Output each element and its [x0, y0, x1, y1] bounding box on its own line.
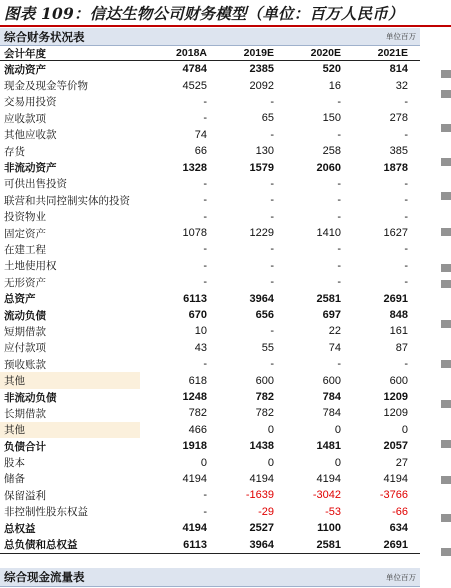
balance-sheet-title: 综合财务状况表 — [4, 29, 85, 44]
cell-value: - — [203, 177, 207, 190]
cell-value: 600 — [389, 374, 408, 387]
cell-value: 1209 — [383, 407, 408, 420]
cell-value: 782 — [188, 407, 207, 420]
cell-value: 2691 — [383, 292, 408, 305]
cell-value: 65 — [261, 112, 274, 125]
cell-value: 3964 — [249, 538, 274, 551]
row-label: 总负债和总权益 — [4, 539, 78, 552]
cell-value: 782 — [255, 391, 274, 403]
cell-value: - — [270, 95, 274, 108]
cell-value: - — [270, 194, 274, 207]
row-label: 土地使用权 — [4, 260, 57, 273]
cell-value: 6113 — [183, 538, 207, 551]
row-label: 储备 — [4, 473, 25, 486]
cell-value: 784 — [322, 407, 341, 420]
cell-value: -29 — [258, 505, 274, 518]
year-header: 2019E — [243, 47, 274, 59]
cell-value: - — [270, 259, 274, 272]
row-label: 现金及现金等价物 — [4, 80, 88, 93]
cell-value: - — [203, 210, 207, 223]
cell-value: 2581 — [316, 538, 341, 551]
cash-flow-title: 综合现金流量表 — [4, 570, 85, 584]
row-label: 其他 — [0, 372, 140, 388]
cell-value: 258 — [322, 145, 341, 158]
cell-value: 150 — [322, 112, 341, 125]
cell-value: 22 — [328, 325, 341, 338]
cell-value: - — [270, 358, 274, 371]
cell-value: 0 — [200, 456, 207, 469]
table-row — [0, 422, 420, 438]
table-row — [0, 356, 420, 372]
row-label: 固定资产 — [4, 227, 46, 240]
row-label: 其他应收款 — [4, 129, 57, 142]
cell-value: - — [270, 243, 274, 256]
row-label: 非流动负债 — [4, 391, 57, 404]
year-header: 2021E — [377, 47, 408, 59]
row-label: 非流动资产 — [4, 162, 57, 175]
cell-value: 0 — [267, 423, 274, 436]
row-label: 可供出售投资 — [4, 178, 67, 191]
cell-value: - — [203, 489, 207, 502]
figure-title: 图表 109：信达生物公司财务模型（单位：百万人民币） — [4, 4, 404, 23]
cell-value: 1627 — [383, 227, 408, 240]
row-label: 总权益 — [4, 522, 36, 535]
year-header: 2020E — [310, 47, 341, 59]
row-label: 股本 — [4, 457, 25, 470]
table-row — [0, 192, 420, 208]
cash-flow-section — [0, 568, 420, 587]
cell-value: -53 — [325, 505, 341, 518]
cell-value: 161 — [389, 325, 408, 338]
table-row — [0, 471, 420, 487]
cell-value: 4194 — [182, 472, 207, 485]
cell-value: 4194 — [383, 472, 408, 485]
cell-value: 66 — [194, 145, 207, 158]
cell-value: 16 — [328, 79, 341, 92]
cell-value: - — [203, 259, 207, 272]
cell-value: - — [404, 243, 408, 256]
table-row — [0, 520, 420, 536]
cell-value: 385 — [389, 145, 408, 158]
cell-value: 1078 — [182, 227, 207, 240]
row-label: 存货 — [4, 145, 25, 158]
cell-value: - — [203, 112, 207, 125]
cell-value: 1481 — [316, 440, 341, 453]
cell-value: 600 — [255, 374, 274, 387]
cell-value: 130 — [255, 145, 274, 158]
cell-value: - — [270, 128, 274, 141]
cell-value: 6113 — [183, 292, 207, 305]
cell-value: 4194 — [316, 472, 341, 485]
cell-value: - — [270, 210, 274, 223]
table-row — [0, 209, 420, 225]
cell-value: 1410 — [316, 227, 341, 240]
table-row — [0, 405, 420, 421]
cell-value: 0 — [267, 456, 274, 469]
row-label: 流动资产 — [4, 63, 46, 76]
cell-value: - — [337, 358, 341, 371]
table-row — [0, 536, 420, 552]
table-row — [0, 110, 420, 126]
cell-value: 1918 — [182, 440, 207, 453]
cell-value: 87 — [395, 341, 408, 354]
cash-flow-unit: 单位百万 — [386, 572, 416, 582]
row-label: 非控制性股东权益 — [4, 506, 88, 519]
cell-value: - — [203, 243, 207, 256]
row-label: 负债合计 — [4, 440, 46, 453]
cell-value: - — [404, 259, 408, 272]
row-label: 交易用投资 — [4, 96, 57, 109]
row-label: 在建工程 — [4, 243, 46, 256]
cell-value: 74 — [328, 341, 341, 354]
cash-flow-header — [0, 568, 420, 587]
cell-value: 1100 — [317, 522, 341, 535]
table-row — [0, 504, 420, 520]
column-header-row — [0, 46, 420, 61]
cell-value: 278 — [389, 112, 408, 125]
cell-value: - — [337, 194, 341, 207]
cell-value: - — [203, 505, 207, 518]
table-row — [0, 241, 420, 257]
cell-value: - — [404, 358, 408, 371]
cell-value: 74 — [194, 128, 207, 141]
cell-value: 656 — [255, 309, 274, 322]
table-row — [0, 323, 420, 339]
cell-value: 2527 — [249, 522, 274, 535]
cell-value: 0 — [334, 423, 341, 436]
cell-value: 2581 — [316, 292, 341, 305]
row-label: 流动负债 — [4, 309, 46, 322]
cell-value: 10 — [194, 325, 207, 338]
cell-value: 782 — [255, 407, 274, 420]
cell-value: - — [203, 358, 207, 371]
table-row — [0, 274, 420, 290]
row-label: 保留溢利 — [4, 489, 46, 502]
cell-value: - — [404, 194, 408, 207]
balance-sheet-rows — [0, 61, 420, 553]
table-row — [0, 487, 420, 503]
cell-value: 55 — [261, 341, 274, 354]
cell-value: - — [337, 128, 341, 141]
cell-value: 4194 — [249, 472, 274, 485]
cell-value: 32 — [395, 79, 408, 92]
cell-value: 0 — [401, 423, 408, 436]
cell-value: 784 — [322, 391, 341, 403]
cell-value: 2060 — [316, 161, 341, 174]
cell-value: - — [404, 95, 408, 108]
cell-value: 4194 — [182, 522, 207, 535]
row-label: 长期借款 — [4, 407, 46, 420]
cell-value: 1579 — [249, 161, 274, 174]
cell-value: 3964 — [249, 292, 274, 305]
table-row — [0, 307, 420, 323]
row-label: 应付款项 — [4, 342, 46, 355]
balance-sheet-unit: 单位百万 — [386, 32, 416, 41]
cell-value: 2057 — [383, 440, 408, 453]
cell-value: 2691 — [383, 538, 408, 551]
table-row — [0, 225, 420, 241]
row-label: 应收款项 — [4, 112, 46, 125]
cell-value: - — [404, 210, 408, 223]
cell-value: - — [203, 194, 207, 207]
cell-value: 4525 — [182, 79, 207, 92]
table-row — [0, 372, 420, 388]
row-label: 预收账款 — [4, 358, 46, 371]
cell-value: 1209 — [383, 391, 408, 403]
cell-value: -3042 — [312, 489, 341, 502]
balance-sheet-table — [0, 28, 420, 554]
cell-value: - — [203, 95, 207, 108]
table-row — [0, 61, 420, 77]
cell-value: - — [337, 210, 341, 223]
cell-value: 1438 — [249, 440, 274, 453]
table-row — [0, 340, 420, 356]
cell-value: 697 — [322, 309, 341, 322]
table-row — [0, 77, 420, 93]
cell-value: 1229 — [249, 227, 274, 240]
table-row — [0, 176, 420, 192]
cell-value: - — [203, 276, 207, 289]
cell-value: - — [270, 276, 274, 289]
cell-value: - — [337, 95, 341, 108]
table-row — [0, 159, 420, 175]
cell-value: 814 — [389, 63, 408, 76]
cell-value: 1878 — [383, 161, 408, 174]
column-header-label: 会计年度 — [4, 47, 46, 60]
title-rule — [0, 25, 451, 27]
cell-value: - — [337, 276, 341, 289]
table-row — [0, 127, 420, 143]
cell-value: 0 — [334, 456, 341, 469]
table-row — [0, 438, 420, 454]
cell-value: 670 — [188, 309, 207, 322]
table-row — [0, 389, 420, 405]
year-header: 2018A — [176, 47, 207, 59]
table-row — [0, 94, 420, 110]
cell-value: - — [270, 177, 274, 190]
cell-value: 1328 — [182, 161, 207, 174]
adjacent-page-edge — [441, 28, 451, 588]
cell-value: -3766 — [379, 489, 408, 502]
cell-value: 466 — [188, 423, 207, 436]
row-label: 其他 — [0, 422, 140, 438]
row-label: 短期借款 — [4, 325, 46, 338]
cell-value: 1248 — [182, 391, 207, 403]
row-label: 联营和共同控制实体的投资 — [4, 194, 130, 207]
cell-value: -66 — [392, 505, 408, 518]
cell-value: - — [404, 128, 408, 141]
cell-value: 2385 — [249, 63, 274, 76]
cell-value: 2092 — [249, 79, 274, 92]
cell-value: - — [404, 177, 408, 190]
cell-value: 600 — [322, 374, 341, 387]
cell-value: 4784 — [182, 63, 207, 76]
balance-sheet-header — [0, 28, 420, 46]
table-row — [0, 454, 420, 470]
cell-value: -1639 — [245, 489, 274, 502]
table-bottom-rule — [0, 553, 420, 554]
cell-value: - — [337, 259, 341, 272]
cell-value: - — [270, 325, 274, 338]
row-label: 投资物业 — [4, 211, 46, 224]
cell-value: - — [337, 177, 341, 190]
row-label: 总资产 — [4, 293, 36, 306]
cell-value: 43 — [194, 341, 207, 354]
cell-value: - — [337, 243, 341, 256]
table-row — [0, 290, 420, 306]
row-label: 无形资产 — [4, 276, 46, 289]
cell-value: 848 — [389, 309, 408, 322]
table-row — [0, 143, 420, 159]
table-row — [0, 258, 420, 274]
cell-value: 27 — [395, 456, 408, 469]
cell-value: 634 — [389, 522, 408, 535]
cell-value: - — [404, 276, 408, 289]
cell-value: 520 — [322, 63, 341, 76]
cell-value: 618 — [188, 374, 207, 387]
